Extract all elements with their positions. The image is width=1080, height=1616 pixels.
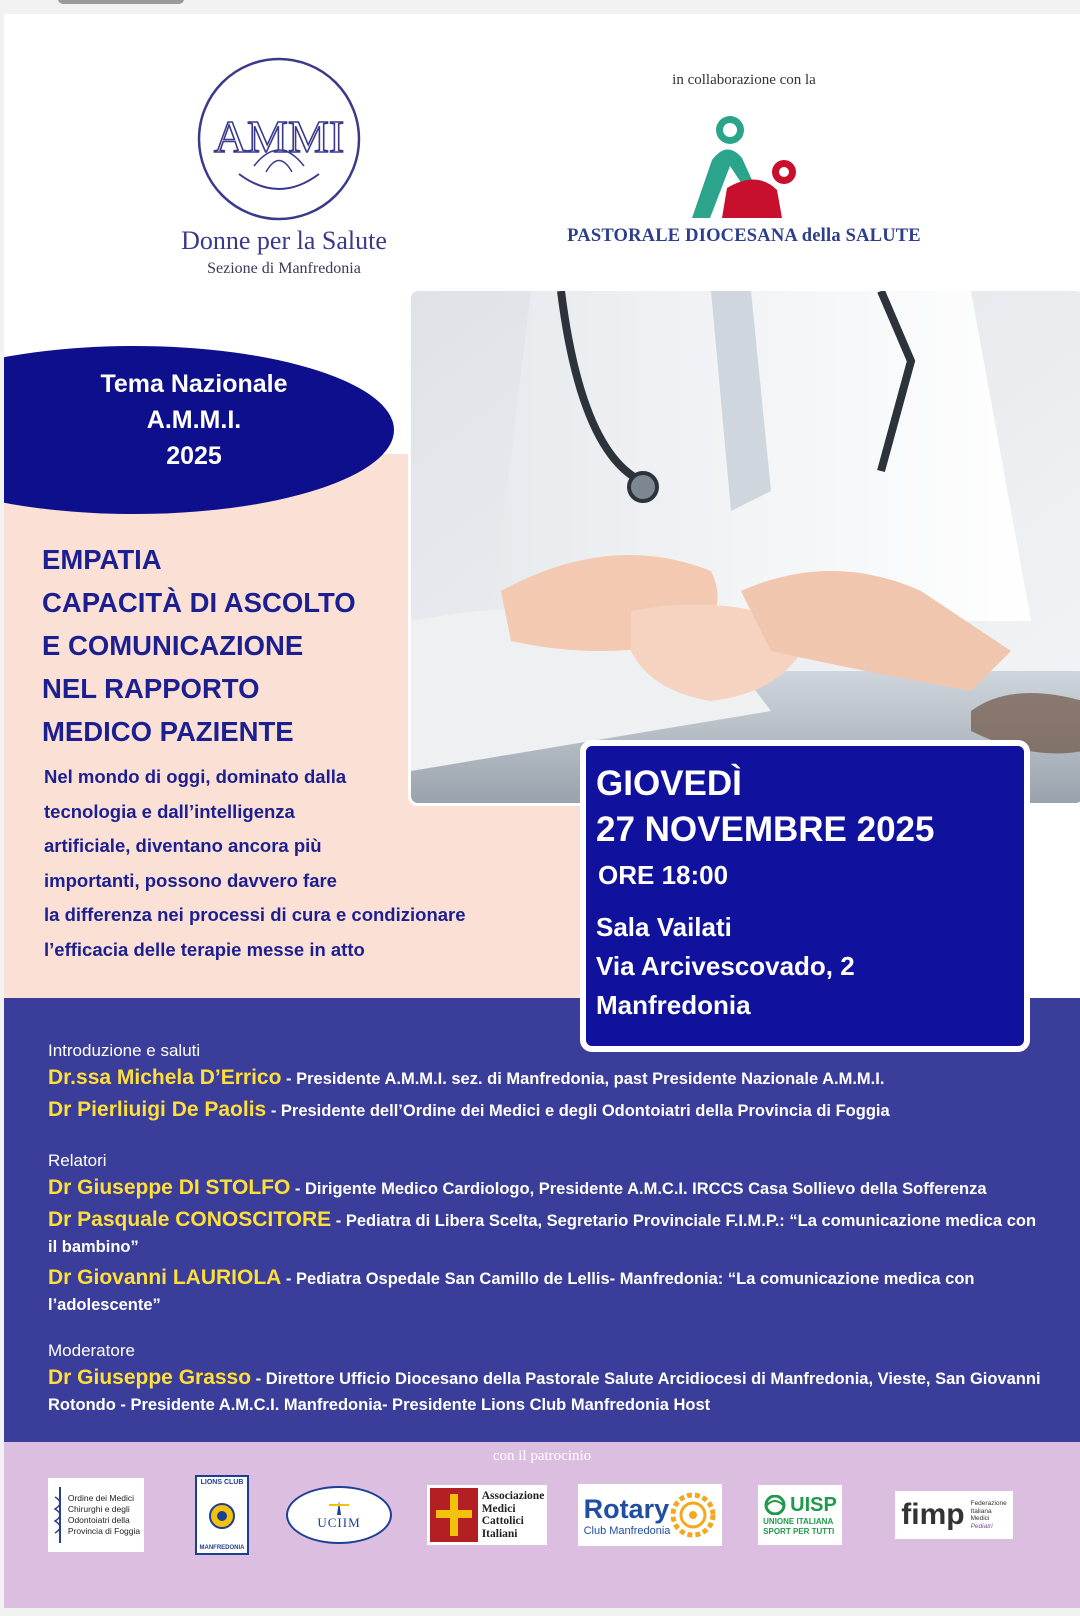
description-line: tecnologia e dall’intelligenza <box>44 800 295 822</box>
moderator-section <box>48 1338 1048 1418</box>
uisp-sub: SPORT PER TUTTI <box>763 1526 835 1536</box>
pastorale-name: PASTORALE DIOCESANA della SALUTE <box>567 226 921 246</box>
lighthouse-icon <box>329 1499 349 1515</box>
lions-logo <box>192 1474 252 1556</box>
omceo-line: Provincia di Foggia <box>67 1526 141 1536</box>
moderator-name: Dr Giuseppe Grasso <box>48 1366 252 1389</box>
amci-line: Cattolici <box>481 1515 524 1527</box>
ammi-section: Sezione di Manfredonia <box>207 260 361 277</box>
fimp-label: fimp <box>901 1498 965 1531</box>
amci-line: Medici <box>481 1502 516 1515</box>
venue-name: Sala Vailati <box>596 912 732 942</box>
program-entry <box>48 1265 1048 1318</box>
event-date: 27 NOVEMBRE 2025 <box>596 810 935 849</box>
ammi-monogram: AMMI <box>213 111 345 162</box>
speaker-role: - Pediatra Ospedale San Camillo de Lellis- Manfredonia: “La comunicazione medica con l’adolescente” <box>48 1270 975 1314</box>
speaker-role: - Presidente A.M.M.I. sez. di Manfredonia, past Presidente Nazionale A.M.M.I. <box>281 1070 885 1088</box>
description-line: la differenza nei processi di cura e condizionare <box>44 904 466 925</box>
speaker-name: Dr Pasquale CONOSCITORE <box>48 1208 332 1231</box>
program-entry <box>48 1175 1048 1202</box>
venue-address: Via Arcivescovado, 2 <box>596 951 855 981</box>
event-time: ORE 18:00 <box>598 860 729 890</box>
speaker-name: Dr Giuseppe DI STOLFO <box>48 1176 291 1199</box>
amci-line: Italiani <box>481 1527 518 1540</box>
theme-title <box>64 366 324 474</box>
theme-line2: A.M.M.I. <box>146 406 242 434</box>
venue-city: Manfredonia <box>596 990 751 1020</box>
amci-cross-icon <box>430 1488 478 1542</box>
speaker-role: - Pediatra di Libera Scelta, Segretario Provinciale F.I.M.P.: “La comunicazione medica con il bambino” <box>48 1212 1037 1256</box>
program-entry <box>48 1097 1048 1124</box>
program-entry <box>48 1365 1048 1418</box>
intro-section <box>48 1038 1048 1124</box>
event-poster <box>4 14 1080 1608</box>
uisp-emblem-icon <box>763 1495 787 1515</box>
speaker-name: Dr.ssa Michela D’Errico <box>48 1066 282 1089</box>
moderator-role: - Direttore Ufficio Diocesano della Pastorale Salute Arcidiocesi di Manfredonia, Vieste, San Giovanni Rotondo - Presidente A.M.C.I. Manfredonia- Presidente Lions Club Manfredonia Host <box>48 1370 1041 1414</box>
lions-emblem-icon <box>209 1503 235 1529</box>
lions-label: LIONS CLUB <box>200 1479 244 1486</box>
event-venue <box>596 908 855 1025</box>
pastorale-logo-icon <box>682 110 812 220</box>
caduceus-icon <box>52 1485 68 1545</box>
fimp-line: Medici <box>970 1515 990 1522</box>
uisp-logo <box>748 1474 852 1556</box>
ammi-logo-icon <box>194 54 364 224</box>
event-day: GIOVEDÌ <box>596 764 742 803</box>
headline-line: NEL RAPPORTO <box>42 673 260 704</box>
moderator-label: Moderatore <box>48 1341 135 1360</box>
speaker-name: Dr Pierliuigi De Paolis <box>48 1098 267 1121</box>
fimp-logo <box>882 1474 1026 1556</box>
uisp-label: UISP <box>790 1493 837 1516</box>
fimp-line: Federazione <box>970 1500 1007 1507</box>
uciim-label: UCIIM <box>317 1515 361 1530</box>
omceo-line: Chirurghi e degli <box>67 1504 130 1514</box>
speaker-role: - Dirigente Medico Cardiologo, Presidente A.M.C.I. IRCCS Casa Sollievo della Sofferenza <box>290 1180 987 1198</box>
program-entry <box>48 1065 1048 1092</box>
description-line: importanti, possono davvero fare <box>44 869 337 891</box>
amci-line: Associazione <box>481 1490 545 1502</box>
event-description <box>44 760 574 967</box>
omceo-logo <box>44 1474 148 1556</box>
collaboration-label: in collaborazione con la <box>672 72 816 88</box>
lions-sub: MANFREDONIA <box>199 1545 245 1551</box>
rotary-wheel-icon <box>670 1492 716 1538</box>
headline-line: EMPATIA <box>42 544 162 575</box>
speaker-role: - Presidente dell’Ordine dei Medici e degli Odontoiatri della Provincia di Foggia <box>266 1102 890 1120</box>
rotary-logo <box>570 1474 730 1556</box>
patronage-label: con il patrocinio <box>492 1448 592 1464</box>
description-line: artificiale, diventano ancora più <box>44 835 322 856</box>
headline-line: CAPACITÀ DI ASCOLTO <box>42 587 356 618</box>
theme-line1: Tema Nazionale <box>100 370 288 398</box>
headline-line: E COMUNICAZIONE <box>42 630 304 661</box>
amci-logo <box>422 1474 552 1556</box>
ammi-name: Donne per la Salute <box>181 226 387 255</box>
description-line: l’efficacia delle terapie messe in atto <box>44 938 365 960</box>
event-headline <box>42 538 462 753</box>
fimp-line: Italiana <box>970 1507 992 1515</box>
uciim-logo <box>284 1474 394 1556</box>
fimp-line: Pediatri <box>970 1522 993 1530</box>
rotary-label: Rotary <box>583 1493 670 1524</box>
program-entry <box>48 1207 1048 1260</box>
rotary-sub: Club Manfredonia <box>583 1524 671 1537</box>
description-line: Nel mondo di oggi, dominato dalla <box>44 766 347 787</box>
status-bar <box>0 0 1080 14</box>
headline-line: MEDICO PAZIENTE <box>42 716 294 747</box>
speakers-section <box>48 1148 1048 1318</box>
omceo-line: Ordine dei Medici <box>67 1493 134 1503</box>
scroll-indicator <box>58 0 184 4</box>
speaker-name: Dr Giovanni LAURIOLA <box>48 1266 282 1289</box>
intro-label: Introduzione e saluti <box>48 1041 201 1060</box>
omceo-line: Odontoiatri della <box>67 1515 130 1525</box>
doctor-patient-photo <box>408 288 1080 806</box>
speakers-label: Relatori <box>48 1151 107 1170</box>
theme-line3: 2025 <box>166 442 222 470</box>
uisp-sub: UNIONE ITALIANA <box>763 1516 834 1526</box>
